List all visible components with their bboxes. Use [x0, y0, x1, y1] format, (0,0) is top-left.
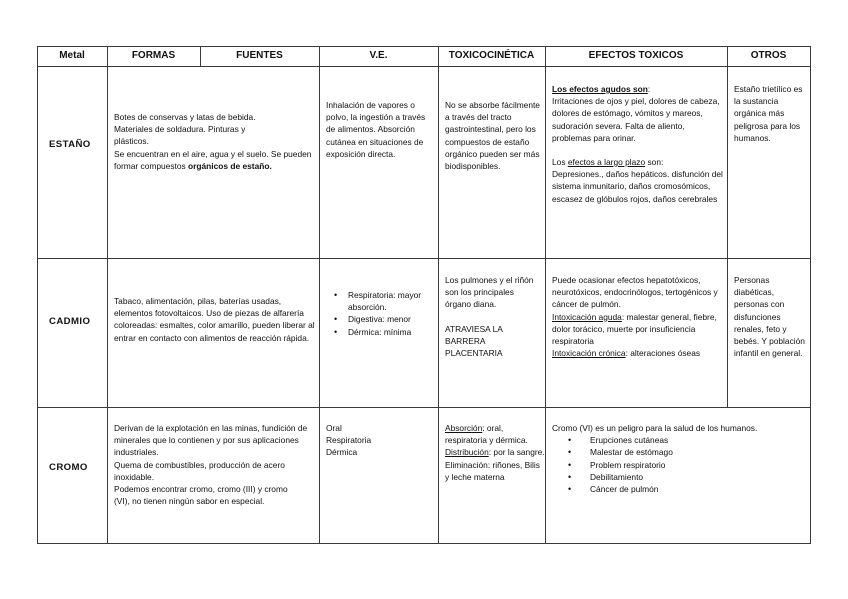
column-divider [107, 46, 108, 544]
estano-largo [552, 156, 726, 168]
cadmio-efectos-text: Puede ocasionar efectos hepatotóxicos, neurotóxicos, endocrinólogos, tertogénicos y cáncer de pulmón. [552, 275, 718, 310]
estano-largo-post: son: [645, 157, 664, 168]
cadmio-toxico-text: Los pulmones y el riñón son los principales órgano diana. [445, 275, 534, 310]
cadmio-otros: Personas diabéticas, personas con disfunciones renales, feto y bebés. Y población infantil en general. [734, 275, 805, 359]
cadmio-fuentes: Tabaco, alimentación, pilas, baterías usadas, elementos fotovoltaicos. Uso de piezas de alfarería coloreadas: esmaltes, color amarillo, pueden liberar al entrar en contacto con alimentos de reacción rápida. [114, 296, 315, 343]
list-item: • Malestar de estómago [552, 446, 808, 458]
cromo-toxicocinetica [445, 422, 545, 483]
list-item: • Erupciones cutáneas [552, 434, 808, 446]
cadmio-aguda-title: Intoxicación aguda [552, 311, 622, 322]
cromo-dist-title: Distribución [445, 447, 489, 458]
cadmio-cronica [552, 347, 726, 359]
cromo-fuentes-line: Podemos encontrar cromo, cromo (III) y cromo (VI), no tienen ningún sabor en especial. [114, 484, 288, 507]
cadmio-efectos [552, 274, 726, 359]
list-item: Respiratoria [326, 435, 372, 446]
cadmio-toxico-placenta: ATRAVIESA LA BARRERA PLACENTARIA [445, 323, 503, 359]
cromo-abs-text: : oral, respiratoria y dérmica. [445, 423, 528, 446]
estano-largo-title: efectos a largo plazo [567, 157, 646, 168]
estano-ve: Inhalación de vapores o polvo, la ingestión a través de alimentos. Absorción cutánea en situaciones de exposición directa. [326, 100, 426, 159]
cromo-efectos-intro: Cromo (VI) es un peligro para la salud de los humanos. [552, 423, 758, 433]
estano-largo-pre: Los [552, 157, 568, 168]
metal-estano: ESTAÑO [49, 139, 91, 150]
metal-cadmio: CADMIO [49, 316, 91, 327]
cromo-efectos-list [552, 434, 808, 495]
cromo-fuentes-line: Quema de combustibles, producción de acero inoxidable. [114, 459, 285, 482]
table-border-top [37, 46, 811, 47]
cadmio-aguda-text: : malestar general, fiebre, dolor torácico, muerte por insuficiencia respiratoria [552, 311, 717, 347]
header-ve: V.E. [369, 50, 388, 61]
cromo-eliminacion: Eliminación: riñones, Bilis y leche materna [445, 459, 540, 482]
table-border-bottom [37, 543, 811, 544]
column-divider [438, 46, 439, 544]
header-metal: Metal [59, 50, 85, 61]
list-item: • Cáncer de pulmón [552, 483, 808, 495]
header-efectos: EFECTOS TOXICOS [588, 50, 684, 61]
header-divider [37, 66, 811, 67]
list-item: • Dérmica: mínima [326, 326, 438, 338]
column-divider [545, 46, 546, 544]
estano-fuentes-line [114, 148, 314, 172]
estano-fuentes-line: Materiales de soldadura. Pinturas y plásticos. [114, 124, 246, 147]
cromo-absorcion [445, 422, 545, 446]
estano-fuentes [114, 111, 314, 172]
cromo-abs-title: Absorción [445, 423, 483, 433]
cromo-efectos [552, 422, 808, 495]
toxicology-table [37, 46, 811, 544]
column-divider [810, 46, 811, 544]
cadmio-ve [326, 289, 438, 338]
cromo-ve [326, 422, 436, 459]
header-formas: FORMAS [131, 50, 176, 61]
row-divider [37, 407, 811, 408]
cadmio-cronica-title: Intoxicación crónica [552, 348, 626, 359]
estano-otros: Estaño trietílico es la sustancia orgánica más peligrosa para los humanos. [734, 84, 803, 143]
column-divider [37, 46, 38, 544]
list-item: Oral [326, 423, 342, 433]
cromo-fuentes-line: Derivan de la explotación en las minas, fundición de minerales que lo contienen y por sus aplicaciones industriales. [114, 423, 308, 458]
estano-efectos [552, 83, 726, 205]
cromo-dist-text: : por la sangre. [488, 447, 545, 458]
header-otros: OTROS [750, 50, 787, 61]
cromo-distribucion [445, 446, 545, 458]
estano-largo-text: Depresiones., daños hepáticos. disfunción del sistema inmunitario, daños cromosómicos, escasez de glóbulos rojos, daños cerebrales [552, 169, 723, 204]
estano-fuentes-line: Botes de conservas y latas de bebida. [114, 112, 256, 122]
cadmio-ve-list [326, 289, 438, 338]
column-divider [319, 46, 320, 544]
header-fuentes: FUENTES [236, 50, 283, 61]
cadmio-toxicocinetica [445, 274, 537, 359]
estano-toxicocinetica: No se absorbe fácilmente a través del tracto gastrointestinal, pero los compuestos de estaño orgánico pueden ser más biodisponibles. [445, 100, 540, 172]
list-item: • Digestiva: menor [326, 313, 438, 325]
list-item: • Problem respiratorio [552, 459, 808, 471]
header-toxicocinetica: TOXICOCINÉTICA [448, 50, 535, 61]
cadmio-aguda [552, 311, 726, 348]
list-item: • Respiratoria: mayor absorción. [326, 289, 438, 313]
metal-cromo: CROMO [49, 462, 88, 473]
list-item: • Debilitamiento [552, 471, 808, 483]
estano-agudos-text: Irritaciones de ojos y piel, dolores de cabeza, dolores de estómago, vómitos y mareos, sudoración severa. Falta de aliento, problemas para orinar. [552, 96, 720, 143]
list-item: Dérmica [326, 447, 358, 458]
estano-agudos-title: Los efectos agudos son [552, 84, 648, 94]
estano-fuentes-bold: orgánicos de estaño. [188, 160, 272, 171]
estano-agudos [552, 83, 726, 95]
row-divider [37, 258, 811, 259]
cromo-fuentes [114, 422, 314, 507]
estano-agudos-colon: : [647, 84, 651, 94]
column-divider [727, 46, 728, 407]
estano-fuentes-text: Se encuentran en el aire, agua y el suelo. Se pueden formar compuestos [114, 148, 312, 171]
cadmio-cronica-text: : alteraciones óseas [625, 348, 701, 359]
